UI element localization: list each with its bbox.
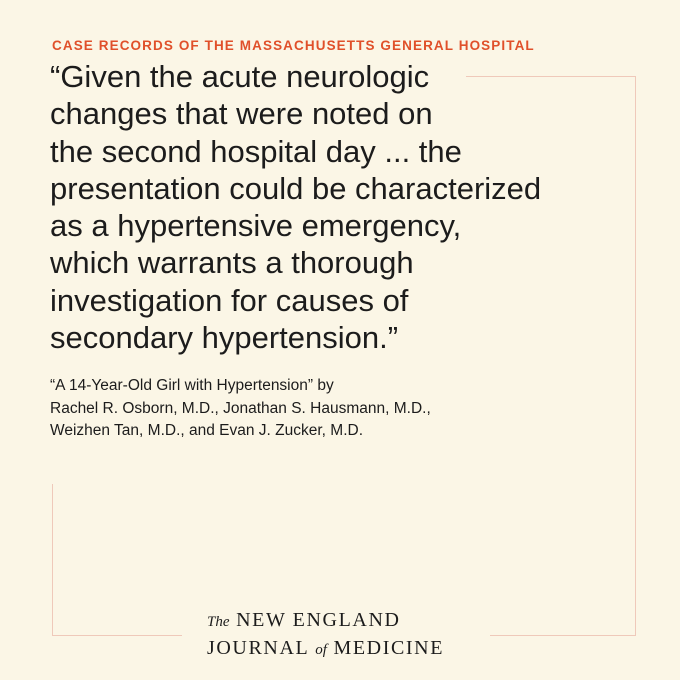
logo-of: of [315, 642, 327, 658]
quote-line: the second hospital day ... the [50, 133, 462, 169]
frame-line-bottom-right [490, 635, 636, 636]
logo-row-2 [207, 635, 444, 663]
logo-new-england: NEW ENGLAND [236, 609, 401, 631]
quote-line: investigation for causes of [50, 282, 409, 318]
quote-line: presentation could be characterized [50, 170, 542, 206]
frame-line-right [635, 76, 636, 636]
quote-line: “Given the acute neurologic [50, 59, 430, 94]
logo-row-1 [207, 608, 444, 634]
pull-quote [50, 58, 610, 356]
quote-line: changes that were noted on [50, 96, 433, 132]
quote-line: which warrants a thorough [50, 245, 414, 281]
logo-the: The [207, 614, 230, 630]
article-citation [50, 375, 610, 443]
citation-title-line: “A 14-Year-Old Girl with Hypertension” by [50, 377, 334, 394]
quote-line: secondary hypertension.” [50, 320, 399, 356]
nejm-logo [207, 608, 444, 663]
quote-line: as a hypertensive emergency, [50, 208, 462, 244]
series-label: CASE RECORDS OF THE MASSACHUSETTS GENERAL HOSPITAL [52, 38, 535, 53]
logo-journal: JOURNAL [207, 637, 309, 659]
frame-line-left [52, 484, 53, 636]
citation-authors-line: Weizhen Tan, M.D., and Evan J. Zucker, M.D. [50, 422, 363, 440]
citation-authors-line: Rachel R. Osborn, M.D., Jonathan S. Hausmann, M.D., [50, 399, 431, 417]
frame-line-bottom-left [52, 635, 182, 636]
logo-medicine: MEDICINE [333, 637, 445, 659]
